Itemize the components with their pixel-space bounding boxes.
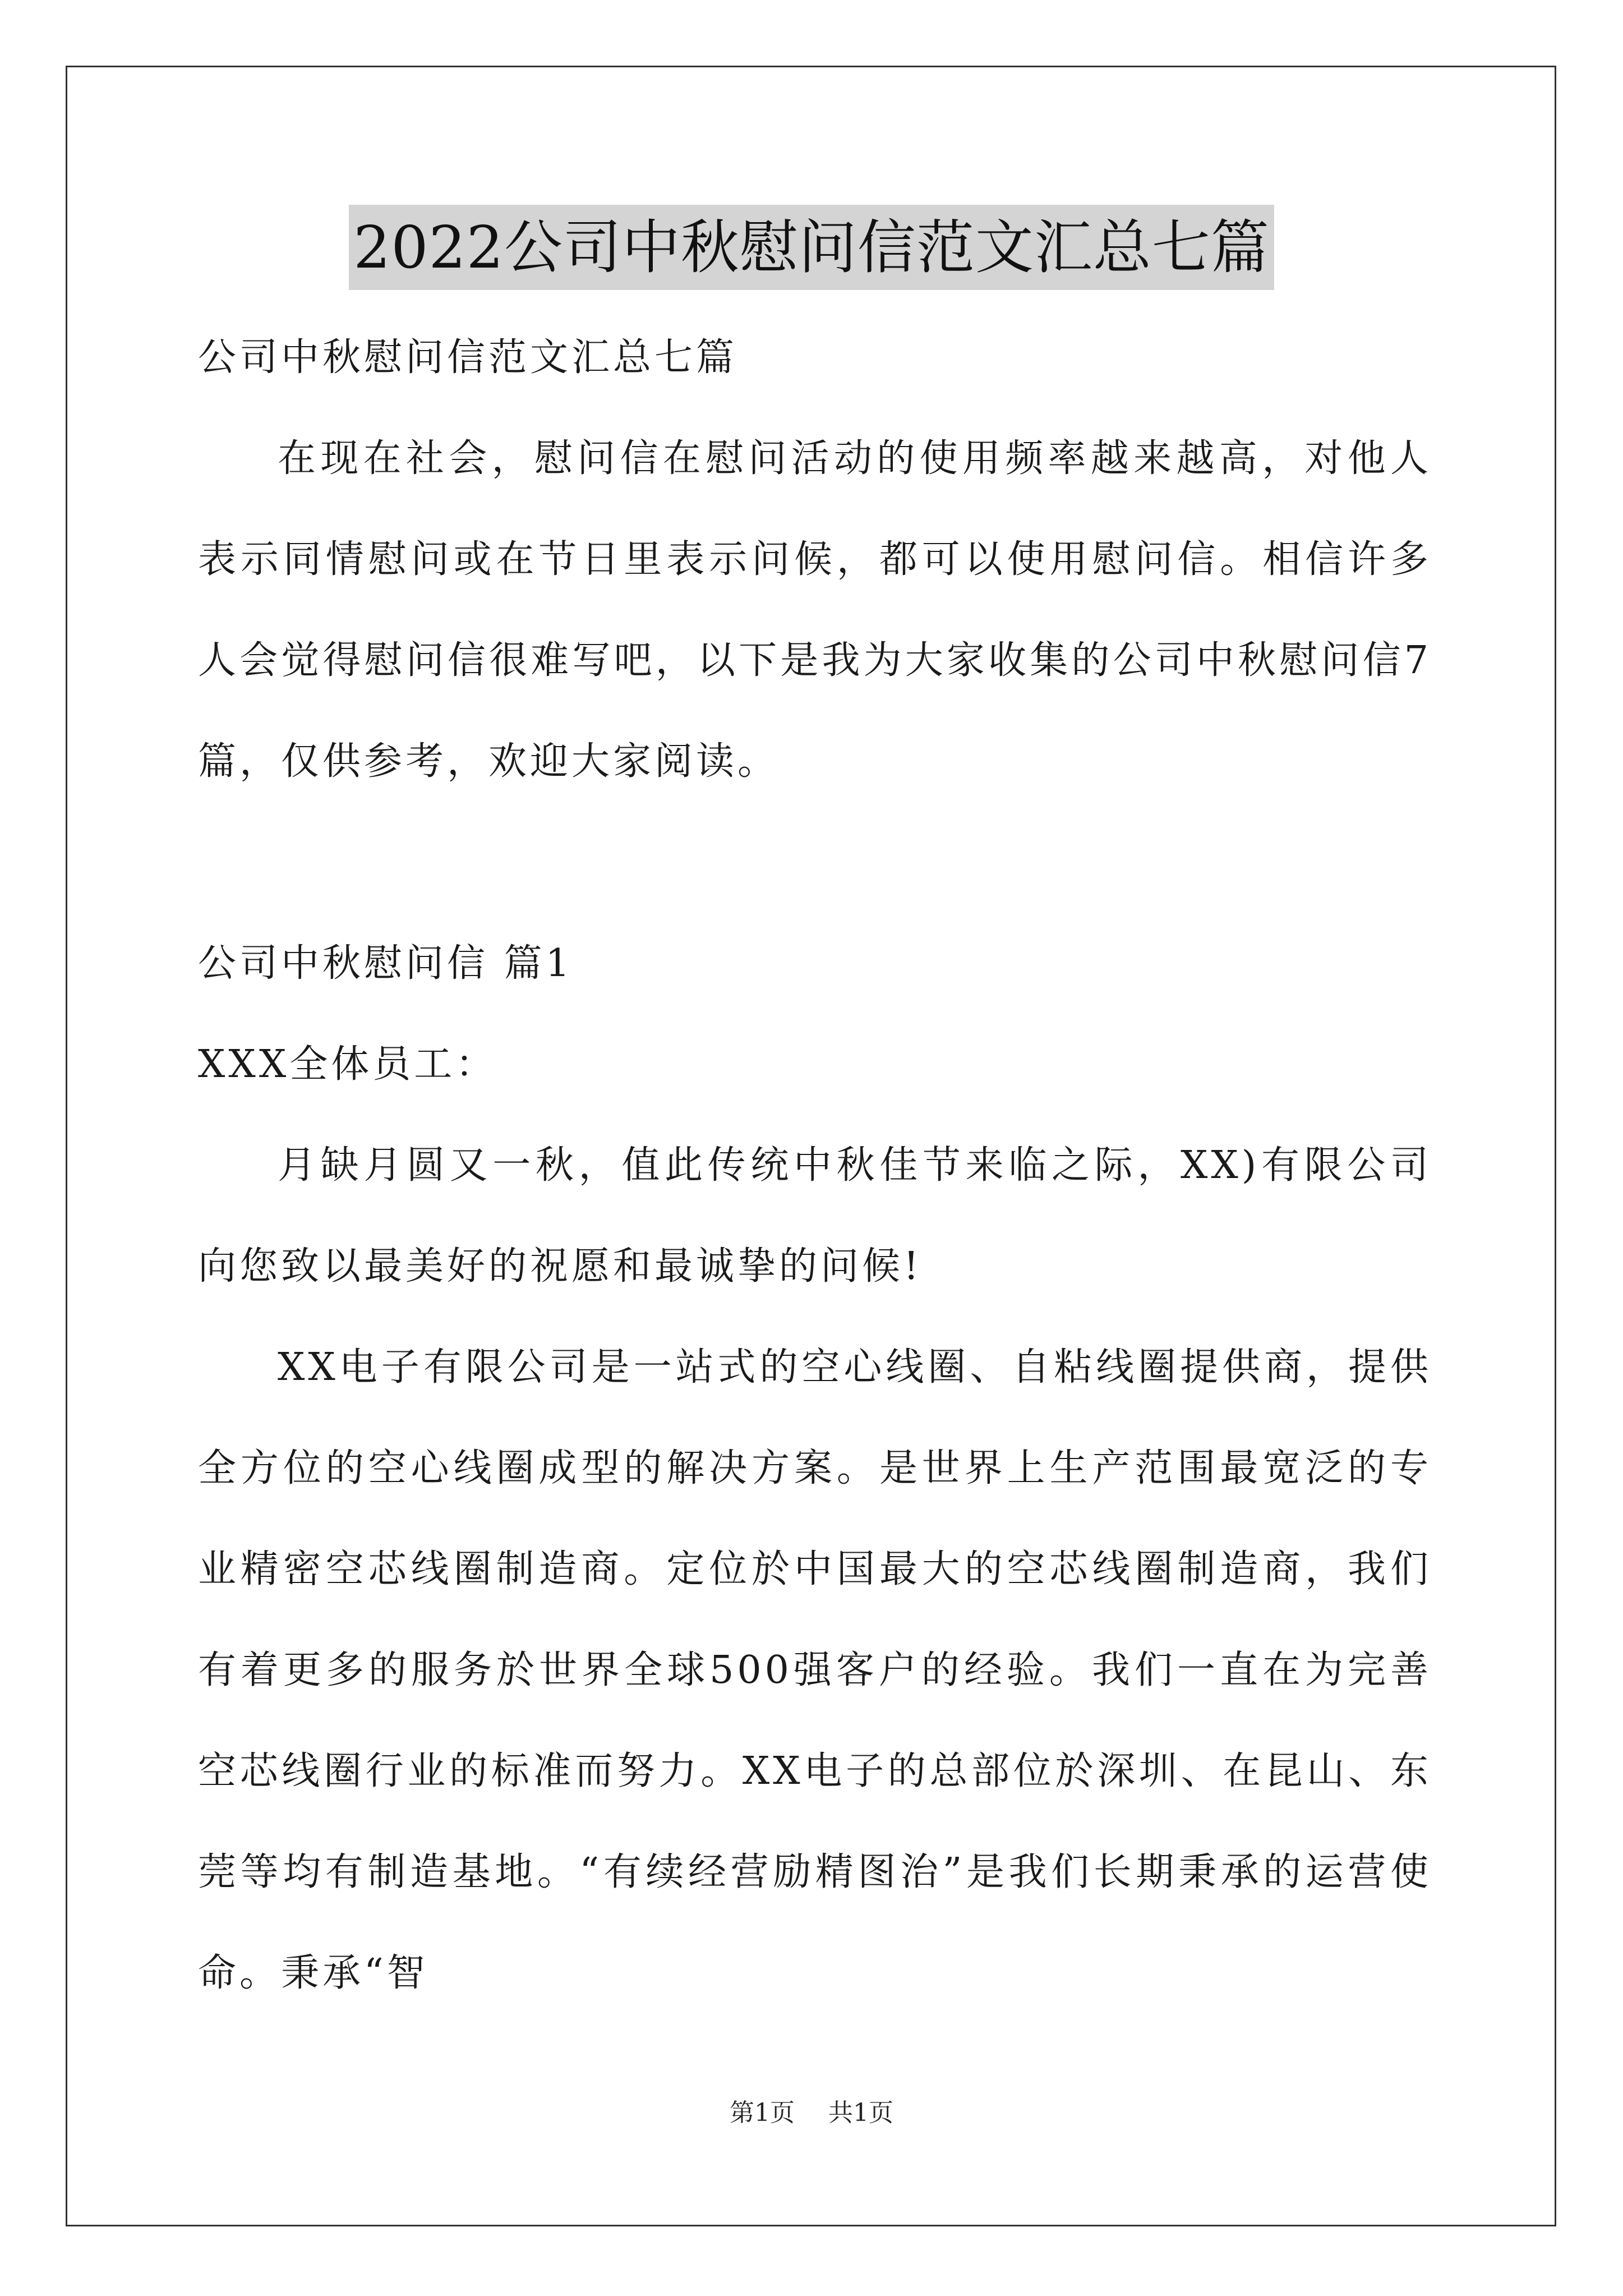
document-title[interactable]: 2022公司中秋慰问信范文汇总七篇 [349, 205, 1274, 290]
title-container [0, 205, 1623, 290]
document-body [198, 307, 1432, 2024]
page-number-current: 第1页 [730, 2099, 795, 2127]
page-number-total: 共1页 [828, 2099, 893, 2127]
body-paragraph-2: XX电子有限公司是一站式的空心线圈、自粘线圈提供商，提供全方位的空心线圈成型的解决方案。是世界上生产范围最宽泛的专业精密空芯线圈制造商。定位於中国最大的空芯线圈制造商，我们有着更多的服务於世界全球500强客户的经验。我们一直在为完善空芯线圈行业的标准而努力。XX电子的总部位於深圳、在昆山、东莞等均有制造基地。“有续经营励精图治”是我们长期秉承的运营使命。秉承“智 [198, 1345, 1432, 1995]
body-paragraph-1: 月缺月圆又一秋，值此传统中秋佳节来临之际，XX)有限公司向您致以最美好的祝愿和最诚挚的问候! [198, 1143, 1432, 1289]
intro-paragraph: 在现在社会，慰问信在慰问活动的使用频率越来越高，对他人表示同情慰问或在节日里表示问候，都可以使用慰问信。相信许多人会觉得慰问信很难写吧，以下是我为大家收集的公司中秋慰问信7篇，仅供参考，欢迎大家阅读。 [198, 436, 1432, 784]
salutation: XXX全体员工： [198, 1042, 497, 1087]
section-heading: 公司中秋慰问信 篇1 [198, 941, 573, 986]
page-footer [0, 2092, 1623, 2128]
document-subtitle: 公司中秋慰问信范文汇总七篇 [198, 335, 738, 380]
